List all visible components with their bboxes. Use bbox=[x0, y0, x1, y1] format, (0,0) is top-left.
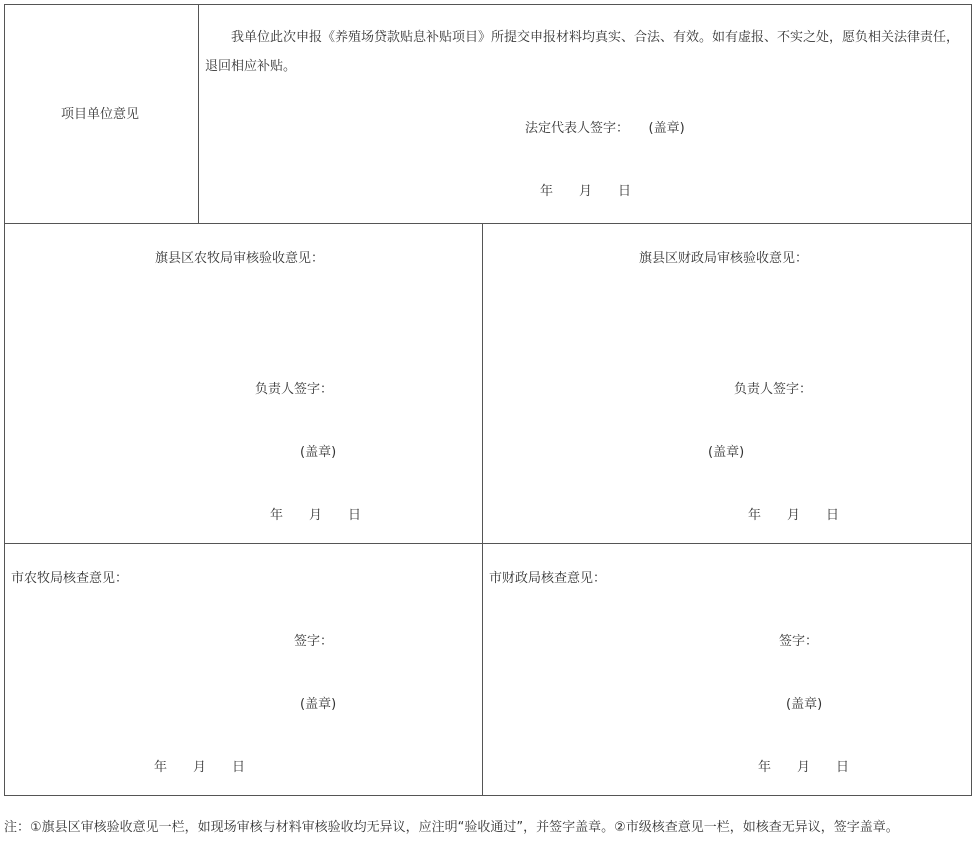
city-finance-title: 市财政局核查意见： bbox=[489, 571, 607, 586]
project-unit-declaration: 我单位此次申报《养殖场贷款贴息补贴项目》所提交申报材料均真实、合法、有效。如有虚报、不实之处，愿负相关法律责任，退回相应补贴。 bbox=[205, 30, 960, 74]
county-agri-signature: 负责人签字： bbox=[255, 382, 334, 397]
project-unit-label: 项目单位意见 bbox=[61, 107, 140, 122]
city-finance-cell bbox=[483, 544, 971, 795]
city-review-row bbox=[5, 544, 971, 795]
county-review-row bbox=[5, 223, 971, 544]
county-finance-cell bbox=[483, 223, 971, 543]
county-agri-cell bbox=[5, 223, 483, 543]
project-unit-signature: 法定代表人签字： (盖章) bbox=[525, 121, 685, 136]
project-unit-row bbox=[5, 5, 971, 224]
project-unit-opinion-cell bbox=[199, 5, 971, 223]
city-agri-title: 市农牧局核查意见： bbox=[11, 571, 129, 586]
city-agri-date: 年 月 日 bbox=[154, 760, 246, 775]
city-finance-date: 年 月 日 bbox=[758, 760, 850, 775]
city-agri-seal: (盖章) bbox=[300, 697, 337, 712]
city-agri-signature: 签字： bbox=[294, 634, 334, 649]
county-finance-title: 旗县区财政局审核验收意见： bbox=[639, 251, 809, 266]
approval-form-table bbox=[4, 4, 972, 796]
city-agri-cell bbox=[5, 544, 483, 795]
county-agri-seal: (盖章) bbox=[300, 445, 337, 460]
county-agri-title: 旗县区农牧局审核验收意见： bbox=[155, 251, 325, 266]
city-finance-signature: 签字： bbox=[779, 634, 819, 649]
county-finance-date: 年 月 日 bbox=[748, 508, 840, 523]
county-finance-seal: (盖章) bbox=[708, 445, 745, 460]
footnote: 注：①旗县区审核验收意见一栏，如现场审核与材料审核验收均无异议，应注明“验收通过”，并签字盖章。②市级核查意见一栏，如核查无异议，签字盖章。 bbox=[4, 820, 899, 835]
city-finance-seal: (盖章) bbox=[786, 697, 823, 712]
project-unit-label-cell bbox=[5, 5, 199, 223]
project-unit-date: 年 月 日 bbox=[540, 184, 632, 199]
county-agri-date: 年 月 日 bbox=[270, 508, 362, 523]
county-finance-signature: 负责人签字： bbox=[734, 382, 813, 397]
